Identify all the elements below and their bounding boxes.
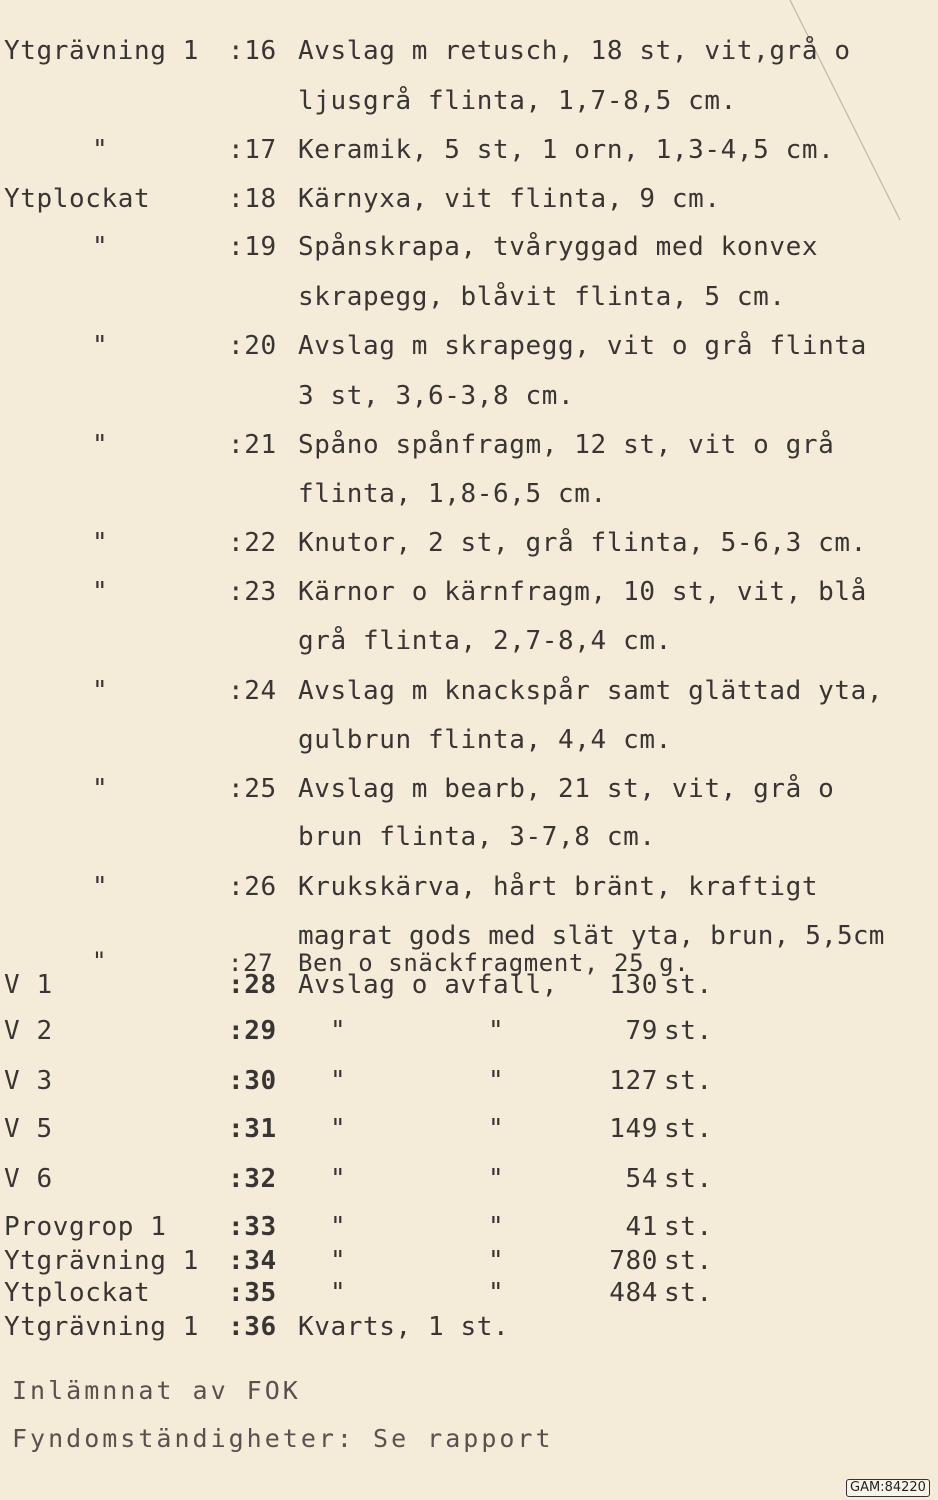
tally-33-ditto-1: " <box>330 1212 347 1242</box>
entry-25-location: " <box>92 774 109 804</box>
entry-25-number: :25 <box>228 774 277 804</box>
tally-34-number: :34 <box>228 1246 277 1276</box>
entry-25-description-cont: brun flinta, 3-7,8 cm. <box>298 822 656 852</box>
tally-35-count: 484 <box>609 1278 658 1308</box>
entry-24-description-cont: gulbrun flinta, 4,4 cm. <box>298 725 672 755</box>
entry-23-location: " <box>92 577 109 607</box>
entry-24-number: :24 <box>228 676 277 706</box>
tally-31-ditto-1: " <box>330 1114 347 1144</box>
entry-16-description-cont: ljusgrå flinta, 1,7-8,5 cm. <box>298 86 737 116</box>
entry-19-description: Spånskrapa, tvåryggad med konvex <box>298 232 819 262</box>
pencil-mark <box>780 0 920 230</box>
tally-30-number: :30 <box>228 1066 277 1096</box>
entry-16-location: Ytgrävning 1 <box>4 36 200 66</box>
entry-19-location: " <box>92 232 109 262</box>
entry-27-number: :27 <box>228 949 274 977</box>
entry-27-description: Ben o snäckfragment, 25 g. <box>298 949 690 977</box>
entry-18-number: :18 <box>228 184 277 214</box>
tally-31-number: :31 <box>228 1114 277 1144</box>
tally-30-location: V 3 <box>4 1066 53 1096</box>
tally-31-ditto-2: " <box>488 1114 505 1144</box>
tally-34-unit: st. <box>664 1246 713 1276</box>
tally-30-unit: st. <box>664 1066 713 1096</box>
entry-22-number: :22 <box>228 528 277 558</box>
entry-17-number: :17 <box>228 135 277 165</box>
tally-34-location: Ytgrävning 1 <box>4 1246 200 1276</box>
entry-20-description-cont: 3 st, 3,6-3,8 cm. <box>298 381 575 411</box>
tally-28-description: Avslag o avfall, <box>298 970 559 1000</box>
entry-20-number: :20 <box>228 331 277 361</box>
entry-27-location: " <box>92 947 108 975</box>
tally-32-ditto-2: " <box>488 1164 505 1194</box>
tally-31-count: 149 <box>609 1114 658 1144</box>
entry-26-number: :26 <box>228 872 277 902</box>
tally-29-ditto-2: " <box>488 1016 505 1046</box>
tally-29-unit: st. <box>664 1016 713 1046</box>
tally-33-count: 41 <box>625 1212 658 1242</box>
tally-30-ditto-2: " <box>488 1066 505 1096</box>
tally-35-ditto-2: " <box>488 1278 505 1308</box>
entry-25-description: Avslag m bearb, 21 st, vit, grå o <box>298 774 835 804</box>
tally-28-unit: st. <box>664 970 713 1000</box>
entry-17-description: Keramik, 5 st, 1 orn, 1,3-4,5 cm. <box>298 135 835 165</box>
entry-22-location: " <box>92 528 109 558</box>
entry-19-number: :19 <box>228 232 277 262</box>
tally-33-ditto-2: " <box>488 1212 505 1242</box>
tally-35-ditto-1: " <box>330 1278 347 1308</box>
tally-29-count: 79 <box>625 1016 658 1046</box>
tally-30-count: 127 <box>609 1066 658 1096</box>
entry-21-number: :21 <box>228 430 277 460</box>
tally-32-ditto-1: " <box>330 1164 347 1194</box>
tally-36-description: Kvarts, 1 st. <box>298 1312 510 1342</box>
submitted-by-note: Inlämnnat av FOK <box>12 1376 301 1405</box>
archive-stamp: GAM:84220 <box>846 1479 930 1497</box>
tally-32-location: V 6 <box>4 1164 53 1194</box>
tally-33-unit: st. <box>664 1212 713 1242</box>
tally-32-unit: st. <box>664 1164 713 1194</box>
entry-19-description-cont: skrapegg, blåvit flinta, 5 cm. <box>298 282 786 312</box>
tally-33-location: Provgrop 1 <box>4 1212 167 1242</box>
tally-36-location: Ytgrävning 1 <box>4 1312 200 1342</box>
entry-21-description-cont: flinta, 1,8-6,5 cm. <box>298 479 607 509</box>
entry-23-number: :23 <box>228 577 277 607</box>
tally-28-number: :28 <box>228 970 277 1000</box>
tally-36-number: :36 <box>228 1312 277 1342</box>
tally-31-unit: st. <box>664 1114 713 1144</box>
entry-24-description: Avslag m knackspår samt glättad yta, <box>298 676 884 706</box>
entry-20-description: Avslag m skrapegg, vit o grå flinta <box>298 331 867 361</box>
tally-34-ditto-2: " <box>488 1246 505 1276</box>
tally-28-location: V 1 <box>4 970 53 1000</box>
entry-17-location: " <box>92 135 109 165</box>
entry-24-location: " <box>92 676 109 706</box>
tally-29-location: V 2 <box>4 1016 53 1046</box>
tally-30-ditto-1: " <box>330 1066 347 1096</box>
entry-16-description: Avslag m retusch, 18 st, vit,grå o <box>298 36 851 66</box>
tally-32-number: :32 <box>228 1164 277 1194</box>
find-circumstances-note: Fyndomständigheter: Se rapport <box>12 1424 554 1453</box>
entry-20-location: " <box>92 331 109 361</box>
entry-26-description: Krukskärva, hårt bränt, kraftigt <box>298 872 819 902</box>
tally-32-count: 54 <box>625 1164 658 1194</box>
entry-21-location: " <box>92 430 109 460</box>
entry-18-description: Kärnyxa, vit flinta, 9 cm. <box>298 184 721 214</box>
entry-23-description: Kärnor o kärnfragm, 10 st, vit, blå <box>298 577 867 607</box>
entry-22-description: Knutor, 2 st, grå flinta, 5-6,3 cm. <box>298 528 867 558</box>
tally-35-location: Ytplockat <box>4 1278 151 1308</box>
tally-29-number: :29 <box>228 1016 277 1046</box>
entry-26-location: " <box>92 872 109 902</box>
tally-35-number: :35 <box>228 1278 277 1308</box>
tally-29-ditto-1: " <box>330 1016 347 1046</box>
entry-16-number: :16 <box>228 36 277 66</box>
tally-34-ditto-1: " <box>330 1246 347 1276</box>
tally-33-number: :33 <box>228 1212 277 1242</box>
tally-28-count: 130 <box>609 970 658 1000</box>
tally-35-unit: st. <box>664 1278 713 1308</box>
entry-23-description-cont: grå flinta, 2,7-8,4 cm. <box>298 626 672 656</box>
entry-21-description: Spåno spånfragm, 12 st, vit o grå <box>298 430 835 460</box>
entry-18-location: Ytplockat <box>4 184 151 214</box>
entry-26-description-cont: magrat gods med slät yta, brun, 5,5cm <box>298 921 885 951</box>
tally-34-count: 780 <box>609 1246 658 1276</box>
tally-31-location: V 5 <box>4 1114 53 1144</box>
